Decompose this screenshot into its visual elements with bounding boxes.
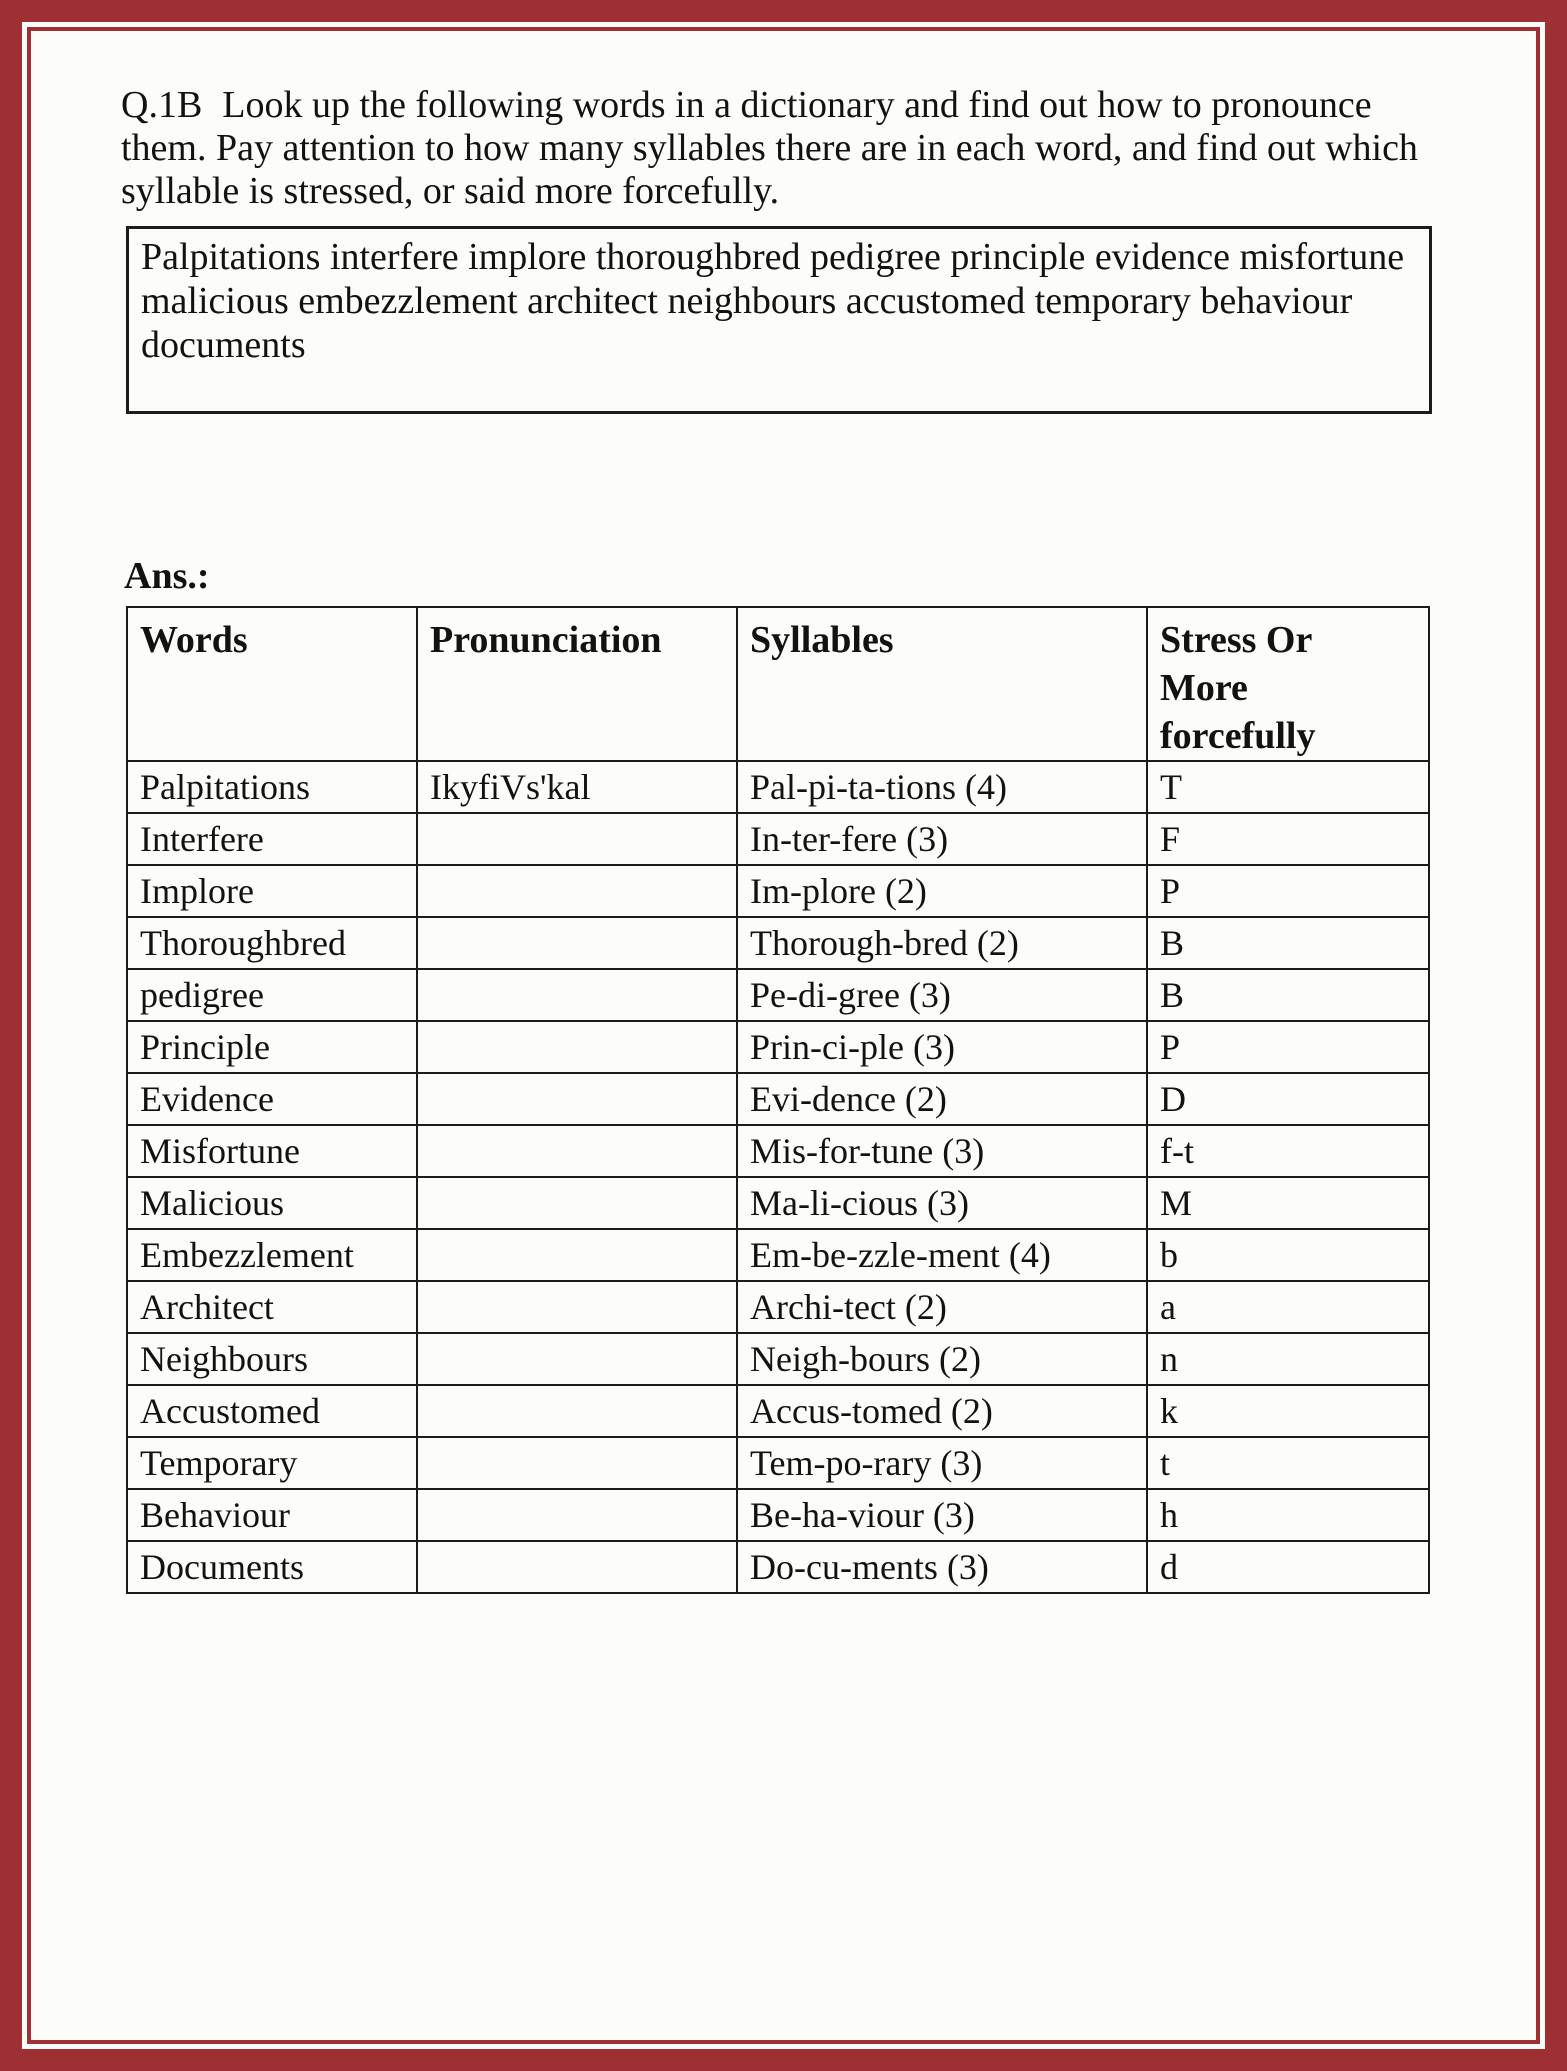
- table-cell: Prin-ci-ple (3): [737, 1021, 1147, 1073]
- table-row: [127, 1489, 1429, 1541]
- table-cell: [417, 1021, 737, 1073]
- table-cell: t: [1147, 1437, 1429, 1489]
- table-cell: B: [1147, 917, 1429, 969]
- table-cell: Thoroughbred: [127, 917, 417, 969]
- question-text: Look up the following words in a dictionary and find out how to pronounce them. Pay attention to how many syllables there are in each word, and find out which syllable is stressed, or said more forcefully.: [121, 84, 1418, 212]
- table-cell: [417, 1073, 737, 1125]
- table-row: [127, 1177, 1429, 1229]
- table-cell: d: [1147, 1541, 1429, 1593]
- table-cell: [417, 1229, 737, 1281]
- table-cell: Implore: [127, 865, 417, 917]
- table-cell: [417, 1177, 737, 1229]
- table-cell: Palpitations: [127, 761, 417, 813]
- table-cell: Evidence: [127, 1073, 417, 1125]
- table-cell: In-ter-fere (3): [737, 813, 1147, 865]
- table-cell: Interfere: [127, 813, 417, 865]
- table-row: [127, 865, 1429, 917]
- table-cell: Em-be-zzle-ment (4): [737, 1229, 1147, 1281]
- table-cell: pedigree: [127, 969, 417, 1021]
- table-cell: Architect: [127, 1281, 417, 1333]
- table-row: [127, 1021, 1429, 1073]
- table-cell: Temporary: [127, 1437, 417, 1489]
- col-header-syllables: Syllables: [737, 607, 1147, 761]
- table-cell: B: [1147, 969, 1429, 1021]
- question-paragraph: [121, 84, 1421, 213]
- word-list-text: Palpitations interfere implore thoroughbred pedigree principle evidence misfortune malicious embezzlement architect neighbours accustomed temporary behaviour documents: [141, 236, 1405, 366]
- table-cell: [417, 813, 737, 865]
- table-cell: k: [1147, 1385, 1429, 1437]
- table-cell: Pe-di-gree (3): [737, 969, 1147, 1021]
- table-cell: h: [1147, 1489, 1429, 1541]
- table-cell: Embezzlement: [127, 1229, 417, 1281]
- table-cell: P: [1147, 865, 1429, 917]
- table-cell: [417, 1437, 737, 1489]
- table-row: [127, 969, 1429, 1021]
- question-number: Q.1B: [121, 84, 203, 126]
- table-row: [127, 1073, 1429, 1125]
- table-row: [127, 1333, 1429, 1385]
- table-cell: Misfortune: [127, 1125, 417, 1177]
- table-cell: [417, 969, 737, 1021]
- word-list-box: [126, 226, 1432, 414]
- table-header-row: [127, 607, 1429, 761]
- table-cell: n: [1147, 1333, 1429, 1385]
- table-cell: Pal-pi-ta-tions (4): [737, 761, 1147, 813]
- table-cell: Archi-tect (2): [737, 1281, 1147, 1333]
- table-cell: [417, 1489, 737, 1541]
- table-cell: Evi-dence (2): [737, 1073, 1147, 1125]
- table-row: [127, 1385, 1429, 1437]
- table-row: [127, 917, 1429, 969]
- table-row: [127, 761, 1429, 813]
- table-cell: Documents: [127, 1541, 417, 1593]
- table-row: [127, 1541, 1429, 1593]
- table-cell: [417, 865, 737, 917]
- table-row: [127, 1229, 1429, 1281]
- col-header-words: Words: [127, 607, 417, 761]
- table-cell: P: [1147, 1021, 1429, 1073]
- col-header-stress: Stress Or More forcefully: [1147, 607, 1429, 761]
- table-cell: [417, 1385, 737, 1437]
- table-cell: Ma-li-cious (3): [737, 1177, 1147, 1229]
- table-cell: f-t: [1147, 1125, 1429, 1177]
- table-cell: T: [1147, 761, 1429, 813]
- table-cell: M: [1147, 1177, 1429, 1229]
- col-header-pronunciation: Pronunciation: [417, 607, 737, 761]
- table-row: [127, 813, 1429, 865]
- table-cell: [417, 1333, 737, 1385]
- table-body: [127, 761, 1429, 1593]
- table-cell: Behaviour: [127, 1489, 417, 1541]
- table-cell: b: [1147, 1229, 1429, 1281]
- table-cell: Accus-tomed (2): [737, 1385, 1147, 1437]
- table-cell: Mis-for-tune (3): [737, 1125, 1147, 1177]
- answer-label: Ans.:: [124, 555, 210, 597]
- table-cell: F: [1147, 813, 1429, 865]
- table-cell: IkyfiVs'kal: [417, 761, 737, 813]
- table-cell: Tem-po-rary (3): [737, 1437, 1147, 1489]
- table-cell: Thorough-bred (2): [737, 917, 1147, 969]
- table-cell: D: [1147, 1073, 1429, 1125]
- table-cell: Be-ha-viour (3): [737, 1489, 1147, 1541]
- table-cell: Neighbours: [127, 1333, 417, 1385]
- table-cell: [417, 1125, 737, 1177]
- table-row: [127, 1281, 1429, 1333]
- table-row: [127, 1125, 1429, 1177]
- table-cell: Im-plore (2): [737, 865, 1147, 917]
- table-cell: Accustomed: [127, 1385, 417, 1437]
- answer-table: [126, 606, 1430, 1594]
- table-cell: Do-cu-ments (3): [737, 1541, 1147, 1593]
- table-cell: Malicious: [127, 1177, 417, 1229]
- table-cell: Principle: [127, 1021, 417, 1073]
- table-cell: Neigh-bours (2): [737, 1333, 1147, 1385]
- table-cell: a: [1147, 1281, 1429, 1333]
- table-cell: [417, 1281, 737, 1333]
- table-row: [127, 1437, 1429, 1489]
- table-cell: [417, 917, 737, 969]
- table-cell: [417, 1541, 737, 1593]
